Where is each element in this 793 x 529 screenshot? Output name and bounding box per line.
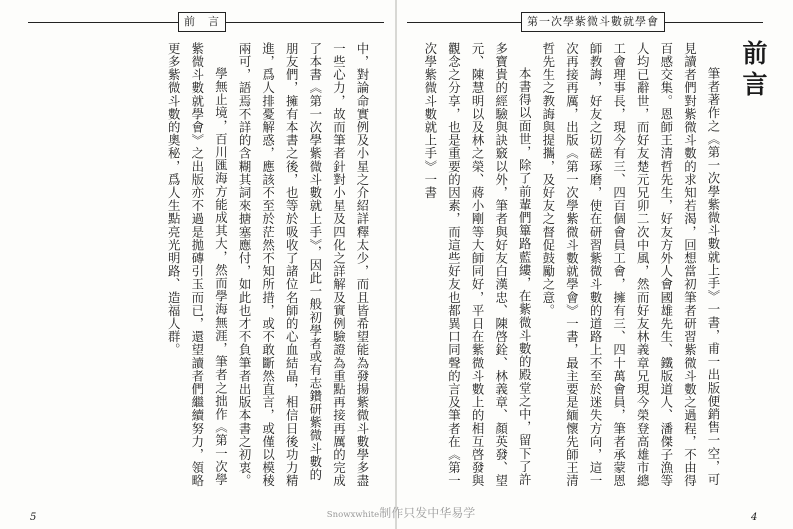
watermark xyxy=(316,504,486,521)
right-paragraph-1: 筆者著作之《第一次學紫微斗數就上手》一書，甫一出版便銷售一空，可見讀者們對紫微斗數的求知若渴，回想當初筆者研習紫微斗數之過程，不由得百感交集。恩師王清哲先生，好友方外人會國雄先生、鐵版道人、潘傑子漁等人均已辭世，而好友楚元兄卯二次中風，然而好友林義章兄現今榮登高雄市總工會理事長，現今有三、四百個會員工會，擁有三、四十萬會員，筆者承蒙恩師教誨，好友之切磋琢磨，使在研習紫微斗數的道路上不至於迷失方向，這一次再接再厲，出版《第一次學紫微斗數就學會》一書，最主要是緬懷先師王清哲先生之教誨與提攜，及好友之督促鼓勵之意。 xyxy=(540,42,721,488)
watermark-text: 制作只发中华易学 xyxy=(379,506,476,520)
right-running-header: 第一次學紫微斗數就學會 xyxy=(521,12,665,32)
right-page xyxy=(397,0,793,529)
right-body-text xyxy=(422,42,725,492)
left-page xyxy=(0,0,396,529)
chapter-title: 前言 xyxy=(739,40,768,102)
left-paragraph-1: 中，對論命實例及小星之介紹詳釋太少，而且皆希望能為發揚紫微斗數學多盡一些心力，故而筆者針對小星及四化之詳解及實例驗證為重點再接再厲的完成了本書《第一次學紫微斗數就上手》，因此一般初學者或有志鑽研紫微斗數的朋友們，擁有本書之後，也等於吸收了諸位名師的心血結晶，相信日後功力精進，爲人排憂解惑，應該不至於茫然不知所措，或不敢斷然直言，或僅以模稜兩可，語焉不詳的含糊其詞來搪塞應付，如此也才不負筆者出版本書之初衷。 xyxy=(237,42,370,488)
left-body-text xyxy=(168,42,374,492)
right-paragraph-2: 本書得以面世，除了前輩們篳路藍縷，在紫微斗數的殿堂之中，留下了許多寶貴的經驗與訣竅以外，筆者與好友白漢忠、陳啓銓、林義章、顏英發、望元、陳慧明以及林之榮、蔣小剛等大師同好，平日在紫微斗數上的相互啓發與觀念之分享，也是重要的因素，而這些好友也都異口同聲的言及筆者在《第一次學紫微斗數就上手》一書 xyxy=(422,42,533,488)
left-paragraph-2: 學無止境，百川匯海方能成其大，然而學海無涯，筆者之拙作《第一次學紫微斗數就學會》之出版亦不過是拋磚引玉而已，還望讀者們繼續努力，領略更多紫微斗數的奧秘，爲人生點亮光明路、造福人群。 xyxy=(166,42,229,488)
watermark-latin: Snowxwhite xyxy=(326,510,380,520)
left-page-number: 5 xyxy=(30,512,37,523)
left-running-header: 前 言 xyxy=(178,12,226,32)
right-page-number: 4 xyxy=(751,512,758,523)
